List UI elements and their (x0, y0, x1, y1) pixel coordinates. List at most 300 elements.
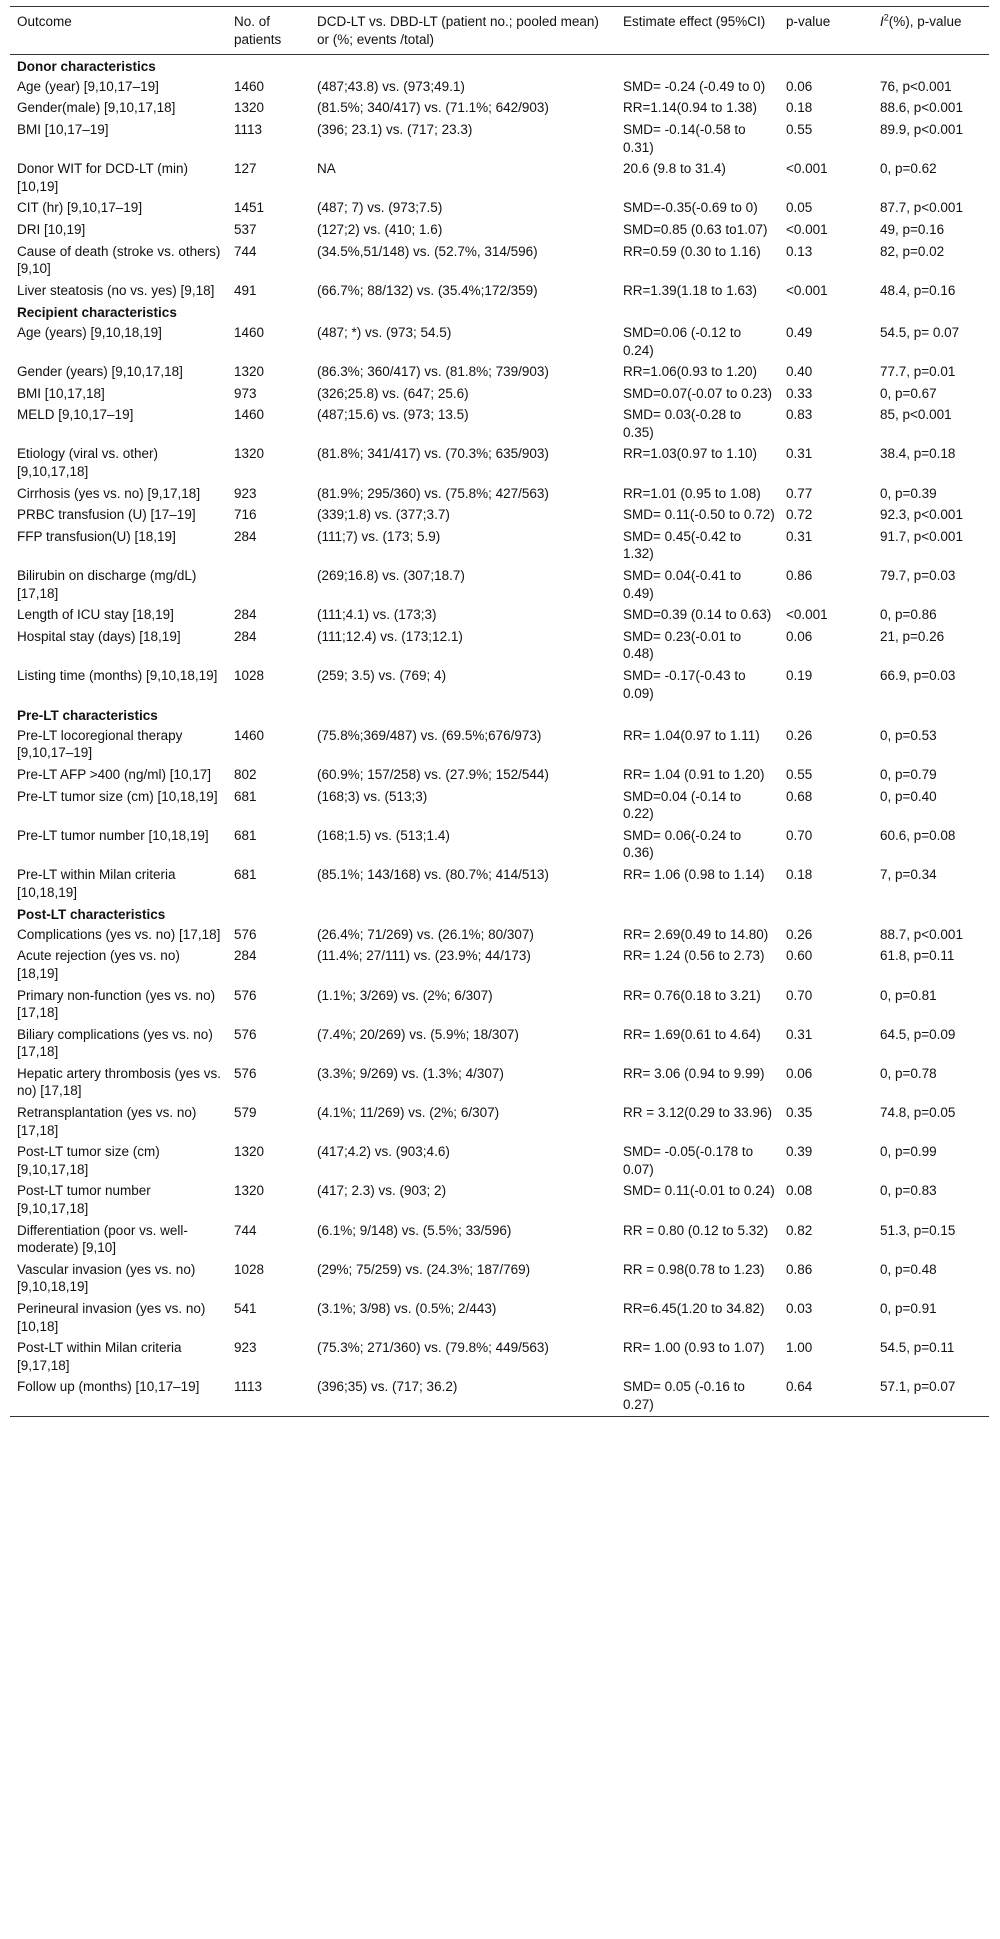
cell-heterogeneity: 0, p=0.99 (880, 1144, 937, 1160)
empty-cell (873, 301, 989, 322)
cell-outcome: Differentiation (poor vs. well-moderate) [9,10] (17, 1222, 188, 1256)
cell-heterogeneity: 66.9, p=0.03 (880, 668, 956, 683)
cell-estimate: RR= 1.04 (0.91 to 1.20) (623, 766, 765, 782)
cell-pvalue: <0.001 (786, 607, 828, 623)
cell-comparison: (487; 7) vs. (973;7.5) (317, 200, 443, 216)
cell-outcome: Hepatic artery thrombosis (yes vs. no) [17,18] (17, 1065, 222, 1099)
cell-outcome: Pre-LT tumor size (cm) [10,18,19] (17, 788, 218, 804)
cell-patients: 284 (234, 528, 257, 544)
cell-heterogeneity: 88.6, p<0.001 (880, 100, 963, 116)
table-row (10, 1337, 989, 1376)
cell-heterogeneity: 7, p=0.34 (880, 866, 937, 882)
cell-outcome: Listing time (months) [9,10,18,19] (17, 668, 218, 683)
cell-estimate: SMD= 0.04(-0.41 to 0.49) (623, 568, 742, 601)
cell-patients: 744 (234, 1222, 257, 1238)
cell-comparison: (26.4%; 71/269) vs. (26.1%; 80/307) (317, 926, 534, 942)
cell-outcome: Cirrhosis (yes vs. no) [9,17,18] (17, 485, 201, 501)
cell-patients: 1028 (234, 668, 265, 683)
cell-comparison: (75.3%; 271/360) vs. (79.8%; 449/563) (317, 1340, 549, 1356)
cell-patients: 576 (234, 987, 257, 1003)
cell-comparison: (85.1%; 143/168) vs. (80.7%; 414/513) (317, 866, 549, 882)
cell-estimate: SMD= 0.23(-0.01 to 0.48) (623, 628, 742, 662)
cell-heterogeneity: 88.7, p<0.001 (880, 926, 963, 942)
cell-heterogeneity: 0, p=0.62 (880, 161, 937, 177)
cell-heterogeneity: 0, p=0.53 (880, 727, 937, 743)
cell-outcome: Etiology (viral vs. other) [9,10,17,18] (17, 446, 159, 480)
cell-heterogeneity: 0, p=0.78 (880, 1065, 937, 1081)
cell-estimate: RR = 3.12(0.29 to 33.96) (623, 1105, 772, 1121)
cell-pvalue: 0.83 (786, 407, 813, 423)
empty-cell (310, 301, 616, 322)
cell-outcome: Age (year) [9,10,17–19] (17, 78, 159, 94)
cell-heterogeneity: 76, p<0.001 (880, 78, 952, 94)
meta-analysis-table (10, 6, 989, 1417)
cell-estimate: SMD=-0.35(-0.69 to 0) (623, 200, 758, 216)
cell-patients: 1460 (234, 727, 265, 743)
cell-pvalue: 0.40 (786, 364, 813, 380)
cell-comparison: (396;35) vs. (717; 36.2) (317, 1379, 458, 1395)
cell-heterogeneity: 0, p=0.40 (880, 788, 937, 804)
cell-outcome: Acute rejection (yes vs. no) [18,19] (17, 948, 180, 981)
cell-pvalue: 0.55 (786, 121, 813, 137)
cell-estimate: RR= 3.06 (0.94 to 9.99) (623, 1065, 765, 1081)
empty-cell (779, 301, 873, 322)
cell-patients: 744 (234, 243, 257, 259)
header-pvalue: p-value (786, 14, 831, 29)
cell-outcome: PRBC transfusion (U) [17–19] (17, 507, 196, 523)
header-heterogeneity (873, 7, 989, 55)
cell-pvalue: 0.55 (786, 766, 813, 782)
cell-heterogeneity: 54.5, p= 0.07 (880, 324, 960, 340)
cell-comparison: (127;2) vs. (410; 1.6) (317, 221, 443, 237)
cell-outcome: Pre-LT AFP >400 (ng/ml) [10,17] (17, 766, 211, 782)
cell-heterogeneity: 60.6, p=0.08 (880, 827, 956, 843)
cell-comparison: (269;16.8) vs. (307;18.7) (317, 568, 465, 584)
cell-comparison: (11.4%; 27/111) vs. (23.9%; 44/173) (317, 948, 531, 964)
table-row (10, 626, 989, 665)
cell-heterogeneity: 21, p=0.26 (880, 628, 945, 644)
cell-patients: 491 (234, 282, 257, 298)
cell-outcome: MELD [9,10,17–19] (17, 407, 134, 423)
table-row (10, 219, 989, 241)
table-body (10, 55, 989, 1416)
section-heading: Donor characteristics (17, 59, 156, 75)
cell-pvalue: 0.08 (786, 1183, 813, 1199)
section-heading: Pre-LT characteristics (17, 708, 158, 724)
cell-pvalue: 0.70 (786, 827, 813, 843)
cell-estimate: SMD=0.85 (0.63 to1.07) (623, 221, 768, 237)
cell-pvalue: 1.00 (786, 1340, 813, 1356)
cell-estimate: RR=1.06(0.93 to 1.20) (623, 364, 757, 380)
cell-outcome: Post-LT within Milan criteria [9,17,18] (17, 1340, 182, 1373)
table-row (10, 280, 989, 302)
cell-patients: 681 (234, 788, 257, 804)
cell-estimate: RR= 1.24 (0.56 to 2.73) (623, 948, 765, 964)
table-row (10, 1102, 989, 1141)
table-row (10, 864, 989, 903)
cell-heterogeneity: 77.7, p=0.01 (880, 364, 956, 380)
cell-outcome: Gender(male) [9,10,17,18] (17, 100, 176, 116)
cell-pvalue: 0.60 (786, 948, 813, 964)
cell-patients: 1320 (234, 1144, 265, 1160)
cell-pvalue: 0.18 (786, 100, 813, 116)
cell-comparison: (4.1%; 11/269) vs. (2%; 6/307) (317, 1105, 500, 1121)
empty-cell (616, 704, 779, 725)
section-row (10, 903, 989, 924)
table-row (10, 1298, 989, 1337)
cell-comparison: (3.1%; 3/98) vs. (0.5%; 2/443) (317, 1301, 497, 1316)
table-header (10, 7, 989, 55)
cell-heterogeneity: 82, p=0.02 (880, 243, 945, 259)
cell-pvalue: 0.68 (786, 788, 813, 804)
cell-patients: 1460 (234, 324, 265, 340)
cell-heterogeneity: 89.9, p<0.001 (880, 121, 963, 137)
cell-outcome: CIT (hr) [9,10,17–19] (17, 200, 143, 216)
empty-cell (227, 704, 310, 725)
header-i2-superscript: 2 (883, 12, 889, 23)
cell-estimate: SMD=0.39 (0.14 to 0.63) (623, 607, 772, 623)
section-row (10, 55, 989, 76)
cell-comparison: (111;7) vs. (173; 5.9) (317, 528, 441, 544)
table-row (10, 786, 989, 825)
cell-outcome: Bilirubin on discharge (mg/dL) [17,18] (17, 568, 197, 601)
table-row (10, 361, 989, 383)
cell-estimate: RR=1.03(0.97 to 1.10) (623, 446, 757, 462)
empty-cell (227, 301, 310, 322)
cell-patients: 1028 (234, 1261, 265, 1277)
section-heading: Recipient characteristics (17, 305, 177, 321)
cell-comparison: (111;4.1) vs. (173;3) (317, 607, 437, 623)
table-row (10, 604, 989, 626)
cell-outcome: Vascular invasion (yes vs. no) [9,10,18,19] (17, 1261, 196, 1295)
cell-pvalue: 0.70 (786, 987, 813, 1003)
cell-heterogeneity: 0, p=0.48 (880, 1261, 937, 1277)
cell-patients: 681 (234, 827, 257, 843)
cell-patients: 1320 (234, 364, 265, 380)
cell-comparison: (396; 23.1) vs. (717; 23.3) (317, 121, 473, 137)
cell-pvalue: 0.05 (786, 200, 813, 216)
table-row (10, 443, 989, 482)
cell-pvalue: 0.26 (786, 727, 813, 743)
cell-outcome: Complications (yes vs. no) [17,18] (17, 926, 221, 942)
cell-pvalue: 0.64 (786, 1379, 813, 1395)
cell-heterogeneity: 0, p=0.39 (880, 485, 937, 501)
cell-outcome: Perineural invasion (yes vs. no) [10,18] (17, 1301, 206, 1334)
cell-pvalue: 0.86 (786, 568, 813, 584)
cell-heterogeneity: 0, p=0.79 (880, 766, 937, 782)
cell-pvalue: 0.06 (786, 628, 813, 644)
table-row (10, 764, 989, 786)
cell-estimate: SMD= 0.05 (-0.16 to 0.27) (623, 1379, 745, 1412)
cell-estimate: SMD= -0.24 (-0.49 to 0) (623, 78, 766, 94)
cell-comparison: (7.4%; 20/269) vs. (5.9%; 18/307) (317, 1026, 519, 1042)
cell-pvalue: 0.13 (786, 243, 813, 259)
cell-patients: 576 (234, 1065, 257, 1081)
cell-outcome: Pre-LT tumor number [10,18,19] (17, 827, 209, 843)
table-row (10, 825, 989, 864)
header-row (10, 7, 989, 55)
table-row (10, 1259, 989, 1298)
cell-patients: 923 (234, 1340, 257, 1356)
table-row (10, 241, 989, 280)
cell-outcome: Liver steatosis (no vs. yes) [9,18] (17, 282, 215, 298)
cell-heterogeneity: 49, p=0.16 (880, 221, 945, 237)
cell-estimate: RR= 1.06 (0.98 to 1.14) (623, 866, 765, 882)
cell-outcome: Retransplantation (yes vs. no) [17,18] (17, 1105, 197, 1138)
cell-estimate: 20.6 (9.8 to 31.4) (623, 161, 726, 177)
cell-patients: 923 (234, 485, 257, 501)
table-row (10, 1024, 989, 1063)
cell-patients: 1320 (234, 1183, 265, 1199)
cell-pvalue: 0.49 (786, 324, 813, 340)
table-row (10, 526, 989, 565)
cell-patients: 1113 (234, 1379, 263, 1395)
table-row (10, 1141, 989, 1180)
table-row (10, 483, 989, 505)
cell-patients: 802 (234, 766, 257, 782)
cell-patients: 1460 (234, 78, 265, 94)
cell-comparison: (1.1%; 3/269) vs. (2%; 6/307) (317, 987, 493, 1003)
cell-comparison: (6.1%; 9/148) vs. (5.5%; 33/596) (317, 1222, 512, 1238)
cell-pvalue: 0.26 (786, 926, 813, 942)
cell-estimate: RR= 0.76(0.18 to 3.21) (623, 987, 761, 1003)
cell-pvalue: 0.31 (786, 1026, 813, 1042)
cell-patients: 284 (234, 607, 257, 623)
cell-comparison: (60.9%; 157/258) vs. (27.9%; 152/544) (317, 766, 549, 782)
cell-patients: 127 (234, 161, 257, 177)
cell-outcome: Age (years) [9,10,18,19] (17, 324, 162, 340)
cell-estimate: SMD= 0.11(-0.50 to 0.72) (623, 507, 775, 523)
cell-heterogeneity: 0, p=0.83 (880, 1183, 937, 1199)
cell-outcome: FFP transfusion(U) [18,19] (17, 528, 176, 544)
table-row (10, 76, 989, 98)
section-row (10, 301, 989, 322)
cell-pvalue: 0.19 (786, 668, 813, 683)
cell-outcome: Cause of death (stroke vs. others) [9,10] (17, 243, 221, 277)
cell-heterogeneity: 0, p=0.81 (880, 987, 937, 1003)
cell-outcome: Gender (years) [9,10,17,18] (17, 364, 183, 380)
cell-estimate: SMD=0.04 (-0.14 to 0.22) (623, 788, 742, 822)
empty-cell (873, 903, 989, 924)
cell-pvalue: 0.06 (786, 78, 813, 94)
cell-outcome: Follow up (months) [10,17–19] (17, 1379, 200, 1395)
cell-comparison: (417;4.2) vs. (903;4.6) (317, 1144, 450, 1160)
cell-estimate: RR=6.45(1.20 to 34.82) (623, 1301, 765, 1316)
cell-estimate: RR=1.14(0.94 to 1.38) (623, 100, 757, 116)
cell-heterogeneity: 64.5, p=0.09 (880, 1026, 956, 1042)
cell-patients: 1460 (234, 407, 265, 423)
cell-outcome: Post-LT tumor number [9,10,17,18] (17, 1183, 151, 1217)
cell-estimate: SMD= 0.11(-0.01 to 0.24) (623, 1183, 775, 1199)
header-comparison: DCD-LT vs. DBD-LT (patient no.; pooled mean) or (%; events /total) (317, 14, 599, 47)
cell-patients: 541 (234, 1301, 257, 1316)
cell-outcome: Post-LT tumor size (cm) [9,10,17,18] (17, 1144, 160, 1177)
cell-pvalue: <0.001 (786, 282, 828, 298)
cell-heterogeneity: 85, p<0.001 (880, 407, 952, 423)
cell-comparison: (86.3%; 360/417) vs. (81.8%; 739/903) (317, 364, 549, 380)
cell-comparison: (168;1.5) vs. (513;1.4) (317, 827, 450, 843)
cell-patients: 284 (234, 628, 257, 644)
cell-patients (227, 565, 310, 604)
cell-heterogeneity: 51.3, p=0.15 (880, 1222, 956, 1238)
cell-pvalue: 0.77 (786, 485, 813, 501)
cell-pvalue: 0.18 (786, 866, 813, 882)
table-row (10, 322, 989, 361)
cell-comparison: (75.8%;369/487) vs. (69.5%;676/973) (317, 727, 542, 743)
cell-outcome: BMI [10,17,18] (17, 385, 105, 401)
cell-estimate: RR= 1.04(0.97 to 1.11) (623, 727, 760, 743)
cell-heterogeneity: 74.8, p=0.05 (880, 1105, 956, 1121)
cell-heterogeneity: 79.7, p=0.03 (880, 568, 956, 584)
empty-cell (779, 704, 873, 725)
cell-estimate: RR= 1.00 (0.93 to 1.07) (623, 1340, 765, 1356)
cell-comparison: (29%; 75/259) vs. (24.3%; 187/769) (317, 1261, 531, 1277)
table-row (10, 1180, 989, 1219)
header-outcome: Outcome (17, 14, 72, 29)
cell-comparison: (259; 3.5) vs. (769; 4) (317, 668, 447, 683)
table-row (10, 1376, 989, 1416)
cell-patients: 576 (234, 1026, 257, 1042)
cell-comparison: NA (317, 161, 336, 177)
cell-pvalue: 0.86 (786, 1261, 813, 1277)
cell-outcome: Pre-LT within Milan criteria [10,18,19] (17, 866, 176, 900)
empty-cell (310, 55, 616, 76)
cell-patients: 681 (234, 866, 257, 882)
empty-cell (310, 903, 616, 924)
cell-outcome: Pre-LT locoregional therapy [9,10,17–19] (17, 727, 183, 761)
cell-estimate: RR=0.59 (0.30 to 1.16) (623, 243, 761, 259)
cell-comparison: (66.7%; 88/132) vs. (35.4%;172/359) (317, 282, 538, 298)
cell-estimate: SMD=0.07(-0.07 to 0.23) (623, 385, 772, 401)
table-row (10, 725, 989, 764)
table-row (10, 1220, 989, 1259)
table-row (10, 97, 989, 119)
cell-patients: 576 (234, 926, 257, 942)
empty-cell (616, 301, 779, 322)
cell-estimate: SMD= 0.06(-0.24 to 0.36) (623, 827, 742, 861)
cell-heterogeneity: 38.4, p=0.18 (880, 446, 956, 462)
cell-pvalue: 0.31 (786, 528, 813, 544)
table-row (10, 197, 989, 219)
table-row (10, 565, 989, 604)
cell-comparison: (168;3) vs. (513;3) (317, 788, 428, 804)
cell-estimate: SMD= 0.45(-0.42 to 1.32) (623, 528, 742, 562)
cell-comparison: (326;25.8) vs. (647; 25.6) (317, 385, 469, 401)
cell-pvalue: 0.35 (786, 1105, 813, 1121)
table-row (10, 924, 989, 946)
header-i2-letter: I (880, 14, 884, 29)
cell-outcome: Length of ICU stay [18,19] (17, 607, 174, 623)
cell-heterogeneity: 87.7, p<0.001 (880, 200, 963, 216)
cell-comparison: (417; 2.3) vs. (903; 2) (317, 1183, 447, 1199)
header-i2-label: (%), p-value (888, 14, 962, 29)
cell-estimate: RR = 0.80 (0.12 to 5.32) (623, 1222, 769, 1238)
table-row (10, 404, 989, 443)
cell-comparison: (339;1.8) vs. (377;3.7) (317, 507, 450, 523)
cell-heterogeneity: 57.1, p=0.07 (880, 1379, 956, 1395)
cell-estimate: SMD= 0.03(-0.28 to 0.35) (623, 407, 742, 440)
cell-estimate: RR= 1.69(0.61 to 4.64) (623, 1026, 761, 1042)
cell-estimate: SMD= -0.14(-0.58 to 0.31) (623, 121, 746, 155)
cell-patients: 1451 (234, 200, 265, 216)
cell-outcome: Hospital stay (days) [18,19] (17, 628, 181, 644)
empty-cell (873, 704, 989, 725)
cell-heterogeneity: 0, p=0.91 (880, 1301, 937, 1316)
header-estimate: Estimate effect (95%CI) (623, 14, 766, 29)
empty-cell (310, 704, 616, 725)
empty-cell (227, 903, 310, 924)
cell-outcome: Biliary complications (yes vs. no) [17,18] (17, 1026, 213, 1060)
table-row (10, 985, 989, 1024)
section-heading: Post-LT characteristics (17, 907, 166, 923)
cell-pvalue: 0.39 (786, 1144, 813, 1160)
cell-heterogeneity: 92.3, p<0.001 (880, 507, 963, 523)
cell-patients: 1320 (234, 100, 265, 116)
cell-outcome: Primary non-function (yes vs. no) [17,18] (17, 987, 216, 1021)
cell-estimate: RR = 0.98(0.78 to 1.23) (623, 1261, 765, 1277)
cell-estimate: SMD= -0.17(-0.43 to 0.09) (623, 668, 746, 701)
table-row (10, 1063, 989, 1102)
cell-comparison: (487; *) vs. (973; 54.5) (317, 324, 452, 340)
cell-pvalue: 0.33 (786, 385, 813, 401)
cell-pvalue: <0.001 (786, 221, 828, 237)
table-row (10, 119, 989, 158)
empty-cell (227, 55, 310, 76)
cell-heterogeneity: 48.4, p=0.16 (880, 282, 956, 298)
cell-pvalue: <0.001 (786, 161, 828, 177)
header-patients: No. of patients (234, 14, 282, 47)
cell-outcome: BMI [10,17–19] (17, 121, 109, 137)
cell-outcome: DRI [10,19] (17, 221, 86, 237)
table-row (10, 945, 989, 984)
cell-patients: 1113 (234, 121, 263, 137)
cell-estimate: SMD= -0.05(-0.178 to 0.07) (623, 1144, 754, 1177)
cell-comparison: (487;15.6) vs. (973; 13.5) (317, 407, 469, 423)
cell-estimate: SMD=0.06 (-0.12 to 0.24) (623, 324, 742, 358)
empty-cell (779, 55, 873, 76)
cell-patients: 716 (234, 507, 257, 523)
cell-comparison: (81.9%; 295/360) vs. (75.8%; 427/563) (317, 485, 549, 501)
cell-pvalue: 0.72 (786, 507, 813, 523)
cell-heterogeneity: 0, p=0.67 (880, 385, 937, 401)
table-row (10, 383, 989, 405)
table-row (10, 665, 989, 704)
cell-heterogeneity: 0, p=0.86 (880, 607, 937, 623)
cell-pvalue: 0.31 (786, 446, 813, 462)
cell-pvalue: 0.82 (786, 1222, 813, 1238)
cell-comparison: (81.8%; 341/417) vs. (70.3%; 635/903) (317, 446, 549, 462)
cell-outcome: Donor WIT for DCD-LT (min) [10,19] (17, 161, 189, 194)
cell-heterogeneity: 54.5, p=0.11 (880, 1340, 955, 1356)
cell-patients: 579 (234, 1105, 257, 1121)
cell-estimate: RR=1.01 (0.95 to 1.08) (623, 485, 761, 501)
table-row (10, 504, 989, 526)
cell-comparison: (487;43.8) vs. (973;49.1) (317, 78, 465, 94)
cell-patients: 284 (234, 948, 257, 964)
cell-heterogeneity: 91.7, p<0.001 (880, 528, 963, 544)
cell-heterogeneity: 61.8, p=0.11 (880, 948, 955, 964)
table-row (10, 158, 989, 197)
empty-cell (873, 55, 989, 76)
cell-pvalue: 0.03 (786, 1301, 813, 1316)
results-table-container (10, 6, 989, 1417)
cell-comparison: (34.5%,51/148) vs. (52.7%, 314/596) (317, 243, 538, 259)
cell-patients: 973 (234, 385, 257, 401)
cell-pvalue: 0.06 (786, 1065, 813, 1081)
section-row (10, 704, 989, 725)
cell-estimate: RR= 2.69(0.49 to 14.80) (623, 926, 769, 942)
empty-cell (616, 903, 779, 924)
